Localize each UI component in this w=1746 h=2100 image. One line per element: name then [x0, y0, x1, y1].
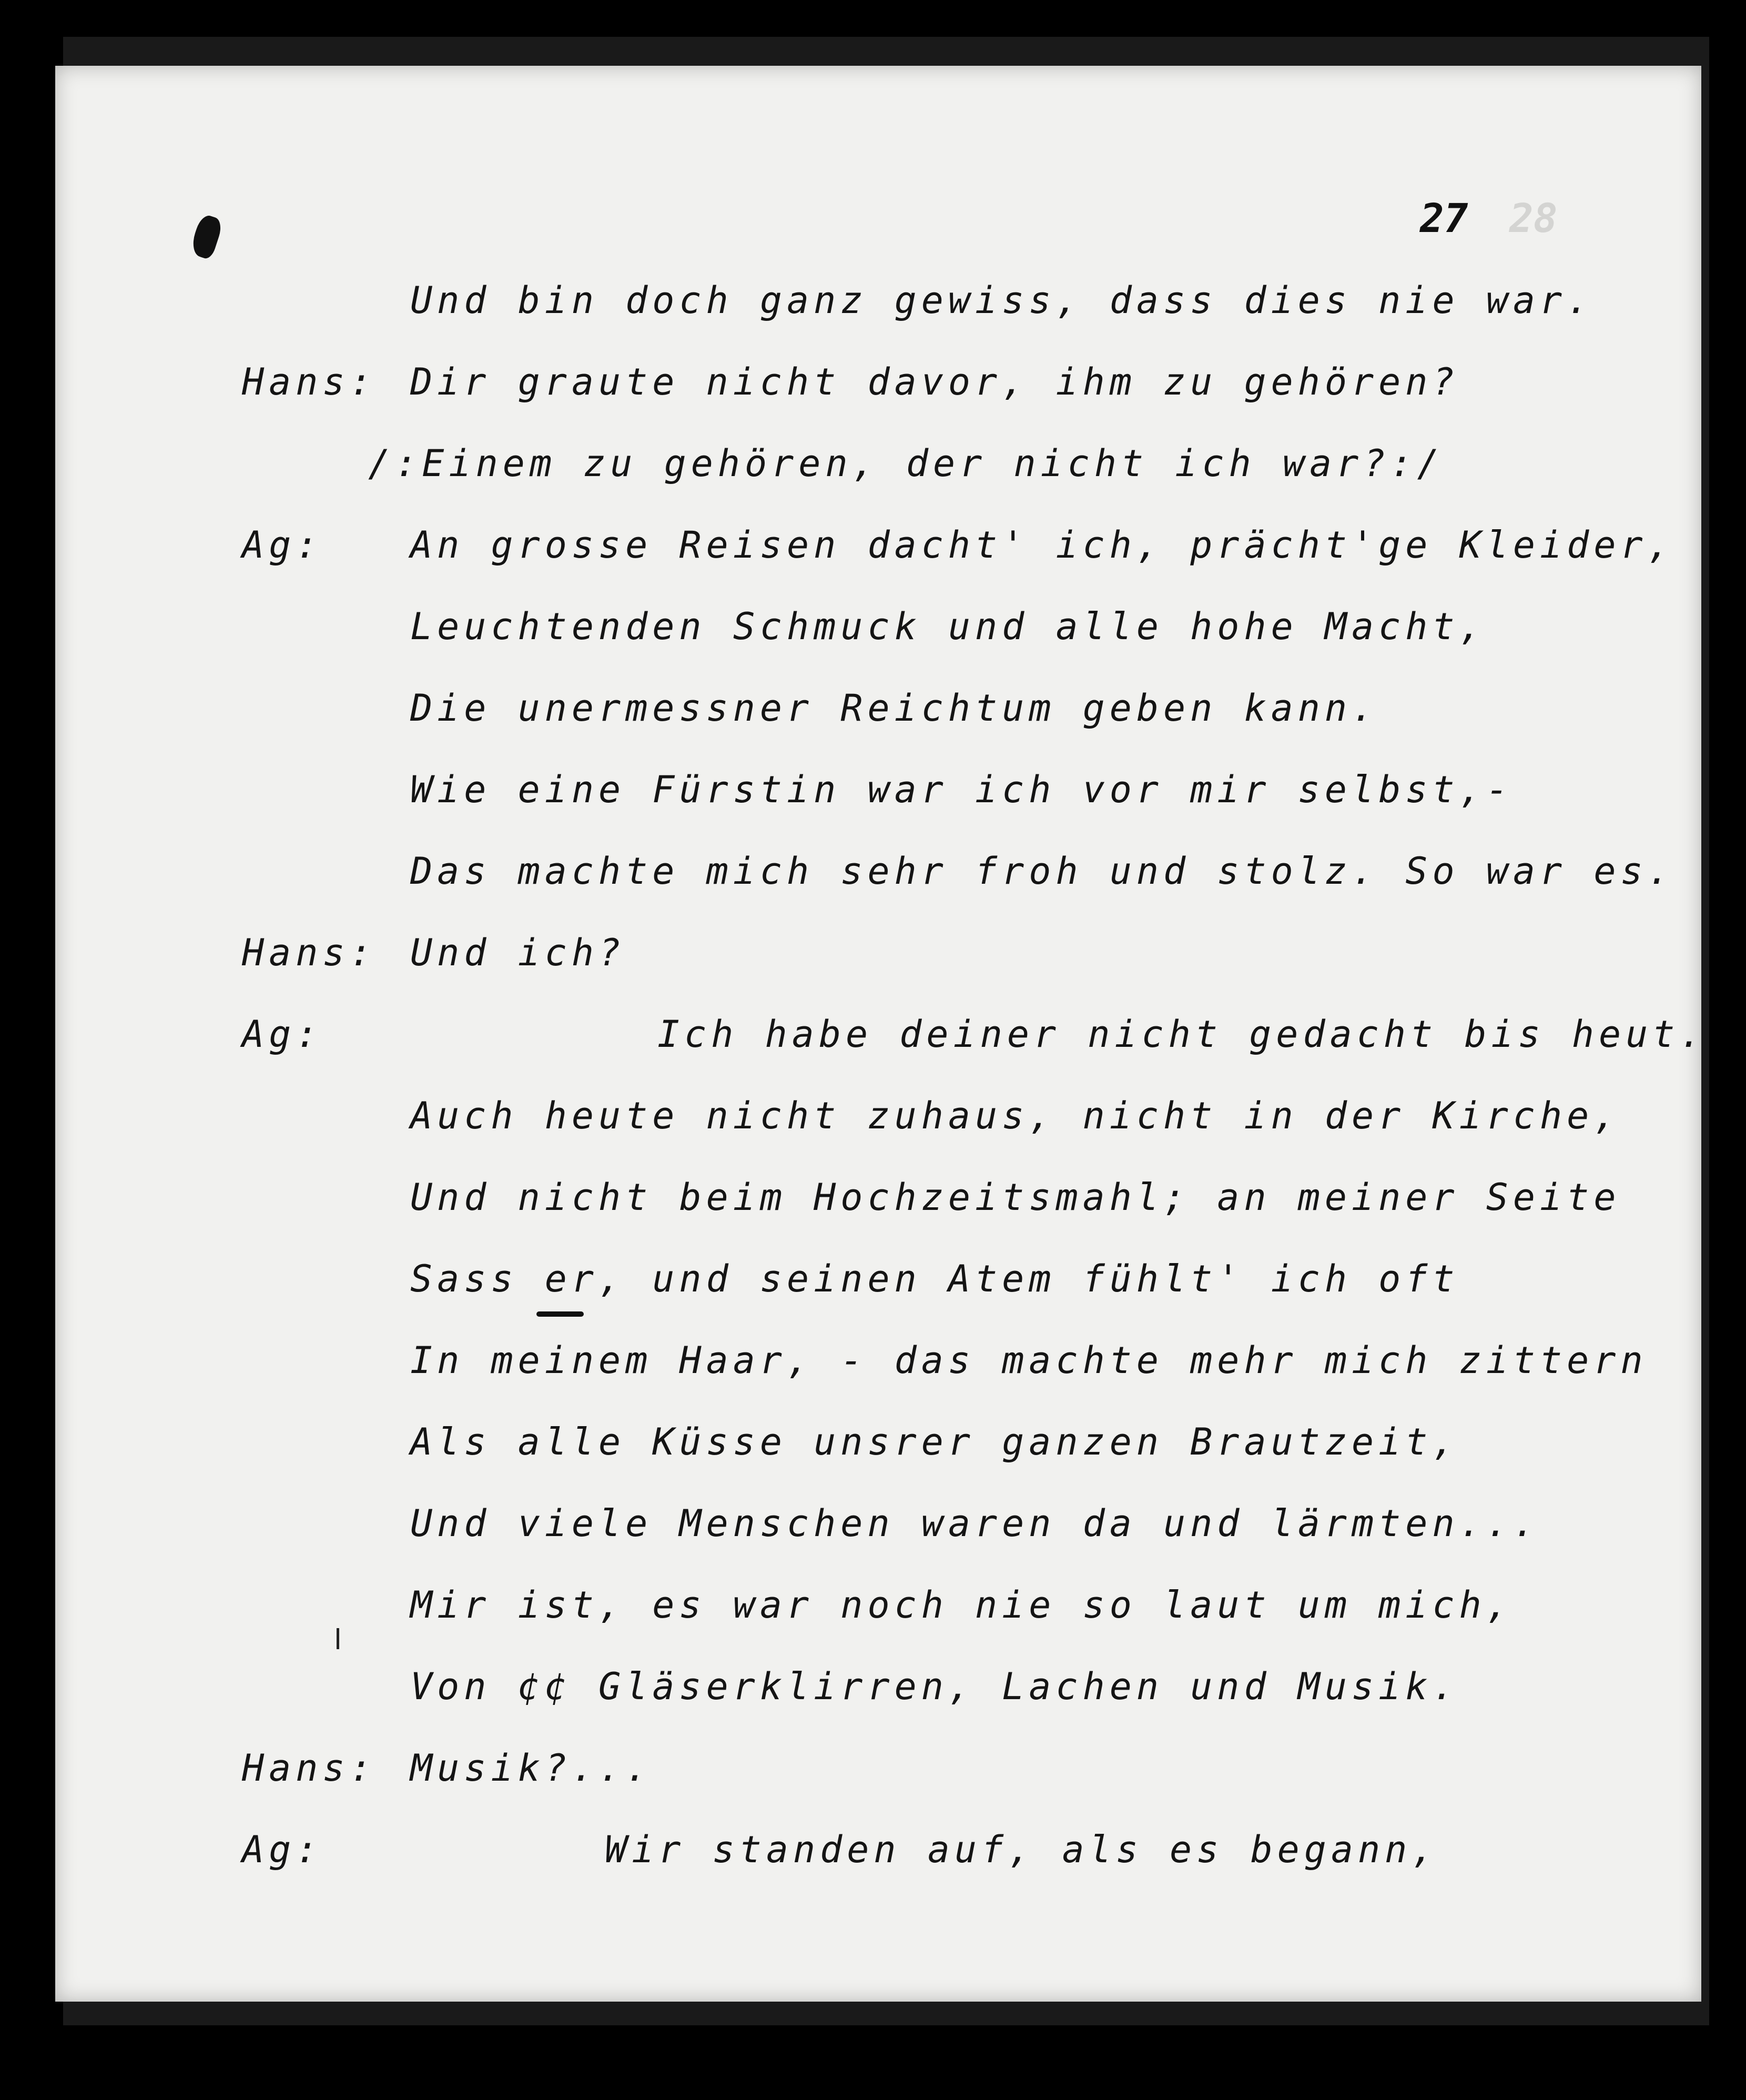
line-text: Auch heute nicht zuhaus, nicht in der Kirche,	[410, 1094, 1621, 1137]
margin-tick-mark	[337, 1628, 339, 1649]
speaker-label: Ag:	[242, 1013, 323, 1056]
ink-blot	[189, 213, 225, 260]
line-text: Musik?...	[410, 1746, 653, 1790]
line-text: Dir graute nicht davor, ihm zu gehören?	[410, 360, 1459, 403]
line-text: Mir ist, es war noch nie so laut um mich,	[410, 1583, 1513, 1627]
line-text: Wir standen auf, als es begann,	[605, 1828, 1439, 1871]
line-text: Wie eine Fürstin war ich vor mir selbst,-	[410, 768, 1513, 811]
line-text: Und bin doch ganz gewiss, dass dies nie war.	[410, 279, 1594, 322]
line-text: Und nicht beim Hochzeitsmahl; an meiner Seite	[410, 1176, 1621, 1219]
underline-mark	[536, 1311, 584, 1317]
speaker-label: Hans:	[242, 360, 377, 403]
speaker-label: Ag:	[242, 523, 323, 567]
page-number: 27	[1420, 195, 1468, 241]
line-text: Ich habe deiner nicht gedacht bis heut.	[657, 1013, 1707, 1056]
line-text: Das machte mich sehr froh und stolz. So war es.	[410, 850, 1674, 893]
line-text: Und ich?	[410, 931, 626, 974]
line-text: Von ¢¢ Gläserklirren, Lachen und Musik.	[410, 1665, 1459, 1708]
line-text: Leuchtenden Schmuck und alle hohe Macht,	[410, 605, 1486, 648]
line-text: /:Einem zu gehören, der nicht ich war?:/	[368, 442, 1444, 485]
line-text: An grosse Reisen dacht' ich, prächt'ge Kleider,	[410, 523, 1674, 567]
line-text: In meinem Haar, - das machte mehr mich zittern	[410, 1339, 1648, 1382]
speaker-label: Hans:	[242, 931, 377, 974]
line-text: Und viele Menschen waren da und lärmten...	[410, 1502, 1540, 1545]
ghost-page-number: 28	[1509, 195, 1558, 241]
speaker-label: Hans:	[242, 1746, 377, 1790]
line-text: Die unermessner Reichtum geben kann.	[410, 686, 1379, 730]
line-text: Als alle Küsse unsrer ganzen Brautzeit,	[410, 1420, 1459, 1463]
line-text: Sass er, und seinen Atem fühlt' ich oft	[410, 1257, 1459, 1300]
speaker-label: Ag:	[242, 1828, 323, 1871]
